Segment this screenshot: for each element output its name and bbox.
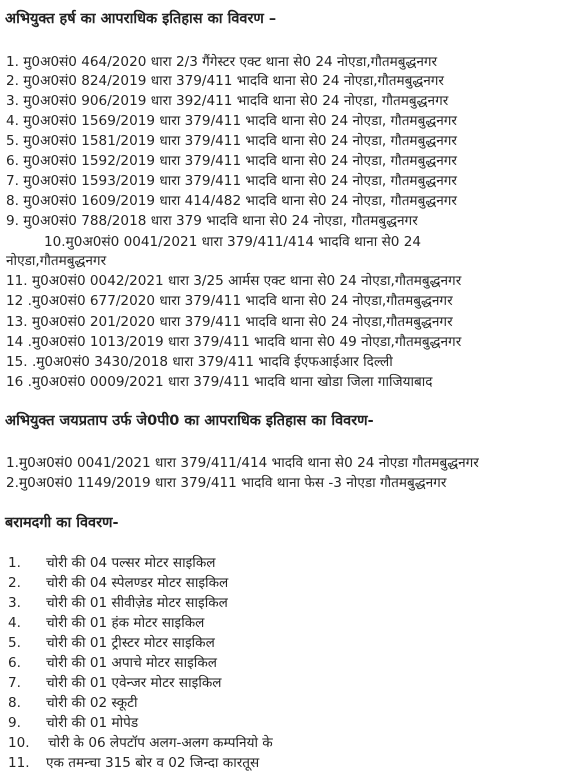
recovery-item-text: चोरी की 01 सीवीज़ेड मोटर साइकिल <box>46 595 228 611</box>
recovery-item-number: 1. <box>8 555 21 571</box>
recovery-item-number: 2. <box>8 575 21 591</box>
recovery-item-3 <box>8 592 228 611</box>
section1-line-7: 7. मु0अ0सं0 1593/2019 धारा 379/411 भादवि थाना से0 24 नोएडा, गौतमबुद्धनगर <box>6 173 457 189</box>
section1-line-1: 1. मु0अ0सं0 464/2020 धारा 2/3 गैंगेस्टर एक्ट थाना से0 24 नोएडा,गौतमबुद्धनगर <box>6 54 438 70</box>
recovery-item-number: 10. <box>8 735 30 751</box>
recovery-item-7 <box>8 672 222 691</box>
section3-heading: बरामदगी का विवरण- <box>5 515 119 531</box>
recovery-item-6 <box>8 652 217 671</box>
recovery-item-text: चोरी की 01 अपाचे मोटर साइकिल <box>46 655 217 671</box>
section1-line-10-cont: नोएडा,गौतमबुद्धनगर <box>6 253 107 269</box>
recovery-item-10 <box>8 732 273 751</box>
section1-line-10: 10.मु0अ0सं0 0041/2021 धारा 379/411/414 भादवि थाना से0 24 <box>44 234 422 250</box>
recovery-item-text: चोरी की 01 ट्रीस्टर मोटर साइकिल <box>46 635 215 651</box>
section2-line-1: 1.मु0अ0सं0 0041/2021 धारा 379/411/414 भादवि थाना से0 24 नोएडा गौतमबुद्धनगर <box>6 455 479 471</box>
recovery-item-text: चोरी की 04 पल्सर मोटर साइकिल <box>46 555 216 571</box>
section1-line-4: 4. मु0अ0सं0 1569/2019 धारा 379/411 भादवि थाना से0 24 नोएडा, गौतमबुद्धनगर <box>6 113 457 129</box>
recovery-item-text: चोरी की 01 हंक मोटर साइकिल <box>46 615 205 631</box>
section2-heading: अभियुक्त जयप्रताप उर्फ जे0पी0 का आपराधिक इतिहास का विवरण- <box>5 413 374 429</box>
recovery-item-number: 7. <box>8 675 21 691</box>
recovery-item-number: 3. <box>8 595 21 611</box>
recovery-item-number: 5. <box>8 635 21 651</box>
section1-line-9: 9. मु0अ0सं0 788/2018 धारा 379 भादवि थाना से0 24 नोएडा, गौतमबुद्धनगर <box>6 213 418 229</box>
section1-line-12: 12 .मु0अ0सं0 677/2020 धारा 379/411 भादवि थाना से0 24 नोएडा,गौतमबुद्धनगर <box>6 293 453 309</box>
section1-line-3: 3. मु0अ0सं0 906/2019 धारा 392/411 भादवि थाना से0 24 नोएडा, गौतमबुद्धनगर <box>6 93 449 109</box>
section1-line-5: 5. मु0अ0सं0 1581/2019 धारा 379/411 भादवि थाना से0 24 नोएडा, गौतमबुद्धनगर <box>6 133 457 149</box>
recovery-item-11 <box>8 752 259 771</box>
section1-line-6: 6. मु0अ0सं0 1592/2019 धारा 379/411 भादवि थाना से0 24 नोएडा, गौतमबुद्धनगर <box>6 153 457 169</box>
section1-line-16: 16 .मु0अ0सं0 0009/2021 धारा 379/411 भादवि थाना खोडा जिला गाजियाबाद <box>6 374 433 390</box>
recovery-item-text: चोरी की 02 स्कूटी <box>46 695 138 711</box>
recovery-item-text: एक तमन्चा 315 बोर व 02 जिन्दा कारतूस <box>46 755 260 771</box>
recovery-item-number: 4. <box>8 615 21 631</box>
recovery-item-8 <box>8 692 138 711</box>
recovery-item-number: 8. <box>8 695 21 711</box>
recovery-item-text: चोरी की 01 एवेन्जर मोटर साइकिल <box>46 675 222 691</box>
section1-line-13: 13. मु0अ0सं0 201/2020 धारा 379/411 भादवि थाना से0 24 नोएडा,गौतमबुद्धनगर <box>6 314 453 330</box>
recovery-item-1 <box>8 552 215 571</box>
recovery-item-text: चोरी की 04 स्पेलण्डर मोटर साइकिल <box>46 575 229 591</box>
recovery-item-4 <box>8 612 204 631</box>
section1-line-2: 2. मु0अ0सं0 824/2019 धारा 379/411 भादवि थाना से0 24 नोएडा,गौतमबुद्धनगर <box>6 73 444 89</box>
recovery-item-2 <box>8 572 228 591</box>
section1-heading: अभियुक्त हर्ष का आपराधिक इतिहास का विवरण – <box>5 11 277 27</box>
recovery-item-9 <box>8 712 138 731</box>
section1-line-15: 15. .मु0अ0सं0 3430/2018 धारा 379/411 भादवि ईएफआईआर दिल्ली <box>6 354 393 370</box>
recovery-item-text: चोरी के 06 लेपटॉप अलग-अलग कम्पनियो के <box>48 735 273 751</box>
recovery-item-5 <box>8 632 215 651</box>
section1-line-14: 14 .मु0अ0सं0 1013/2019 धारा 379/411 भादवि थाना से0 49 नोएडा,गौतमबुद्धनगर <box>6 334 462 350</box>
section2-line-2: 2.मु0अ0सं0 1149/2019 धारा 379/411 भादवि थाना फेस -3 नोएडा गौतमबुद्धनगर <box>6 475 447 491</box>
recovery-item-number: 9. <box>8 715 21 731</box>
recovery-item-text: चोरी की 01 मोपेड <box>46 715 139 731</box>
recovery-item-number: 11. <box>8 755 30 771</box>
section1-line-11: 11. मु0अ0सं0 0042/2021 धारा 3/25 आर्मस एक्ट थाना से0 24 नोएडा,गौतमबुद्धनगर <box>6 273 462 289</box>
section1-line-8: 8. मु0अ0सं0 1609/2019 धारा 414/482 भादवि थाना से0 24 नोएडा, गौतमबुद्धनगर <box>6 193 457 209</box>
recovery-item-number: 6. <box>8 655 21 671</box>
